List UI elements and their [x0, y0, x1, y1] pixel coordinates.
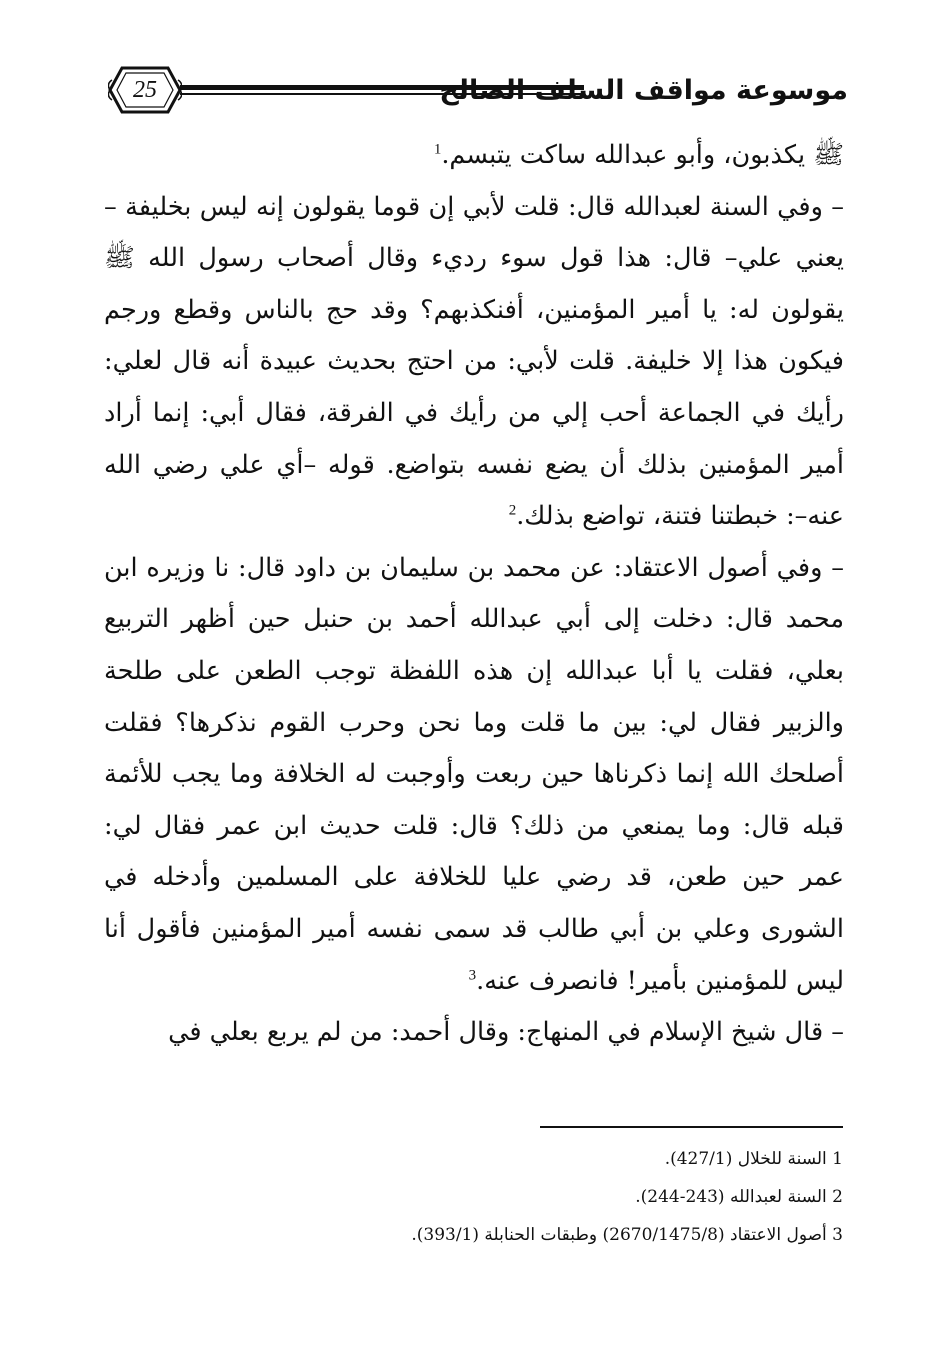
- footnote-item: 2 السنة لعبدالله (243-244).: [635, 1187, 843, 1207]
- running-title: موسوعة مواقف السلف الصالح: [439, 75, 848, 106]
- footnote-ref: 3: [468, 967, 477, 983]
- page-number: 25: [133, 76, 157, 103]
- paragraph-text: – وفي السنة لعبدالله قال: قلت لأبي إن قوما يقولون إنه ليس بخليفة – يعني علي– قال: هذا قول سوء رديء وقال أصحاب رسول الله ﷺ يقولون له: يا أمير المؤمنين، أفنكذبهم؟ وقد حج بالناس وقطع ورجم فيكون هذا إلا خليفة. قلت لأبي: من احتج بحديث عبيدة أنه قال لعلي: رأيك في الجماعة أحب إلي من رأيك في الفرقة، فقال أبي: إنما أراد أمير المؤمنين بذلك أن يضع نفسه بتواضع. قوله –أي علي رضي الله عنه–: خبطتنا فتنة، تواضع بذلك.: [104, 191, 844, 532]
- footnote-item: 1 السنة للخلال (427/1).: [664, 1149, 843, 1169]
- paragraph-text: – قال شيخ الإسلام في المنهاج: وقال أحمد: من لم يربع بعلي في: [168, 1017, 844, 1048]
- paragraph-text: – وفي أصول الاعتقاد: عن محمد بن سليمان بن داود قال: نا وزيره ابن محمد قال: دخلت إلى أبي عبدالله أحمد بن حنبل حين أظهر التربيع بعلي، فقلت يا أبا عبدالله إن هذه اللفظة توجب الطعن على طلحة والزبير فقال لي: بين ما قلت وما نحن وحرب القوم نذكرها؟ فقلت أصلحك الله إنما ذكرناها حين ربعت وأوجبت له الخلافة وما يجب للأئمة قبله قال: وما يمنعي من ذلك؟ قال: قلت حديث ابن عمر فقال لي: عمر حين طعن، قد رضي عليا للخلافة على المسلمين وأدخله في الشورى وعلي بن أبي طالب قد سمى نفسه أمير المؤمنين فأقول أنا ليس للمؤمنين بأمير! فانصرف عنه.: [104, 552, 844, 996]
- paragraph: [104, 1007, 844, 1059]
- main-text: [104, 130, 844, 1059]
- footnote-ref: 2: [508, 502, 517, 519]
- paragraph-text: ﷺ يكذبون، وأبو عبدالله ساكت يتبسم.: [441, 140, 844, 170]
- footnotes: [300, 1140, 843, 1254]
- paragraph: [104, 182, 844, 543]
- paragraph: [104, 543, 844, 1007]
- footnote-item: 3 أصول الاعتقاد (2670/1475/8) وطبقات الحنابلة (393/1).: [411, 1225, 843, 1245]
- footnote-ref: 1: [433, 141, 442, 158]
- paragraph: [104, 130, 844, 182]
- page-header: [100, 58, 848, 128]
- page-number-badge: [108, 64, 182, 116]
- footnote-separator: [540, 1126, 843, 1128]
